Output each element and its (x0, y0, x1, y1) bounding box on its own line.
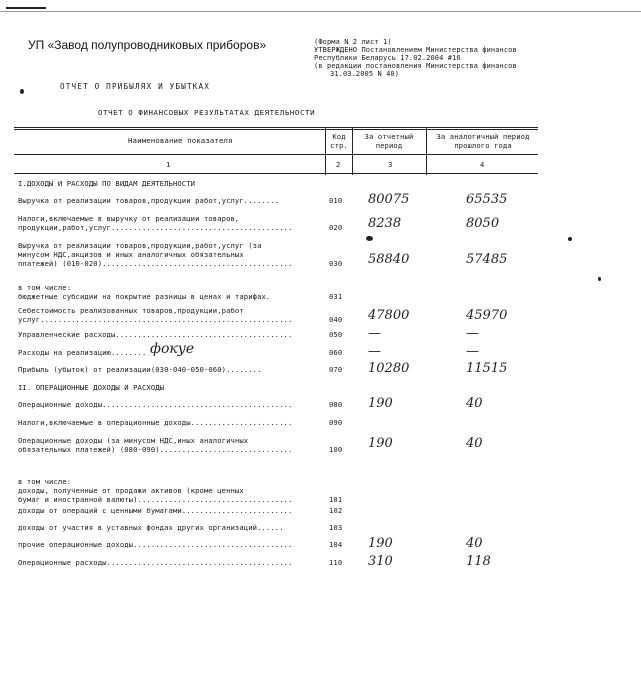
scan-edge (0, 11, 641, 12)
row-code-020: 020 (329, 223, 343, 232)
row-previous-070: 11515 (466, 361, 508, 376)
scan-blot (366, 236, 373, 241)
colnum-3: 3 (388, 160, 393, 169)
approval-line-4: 31.03.2005 N 40) (330, 70, 400, 78)
table-top-border (14, 127, 538, 128)
row-code-080: 080 (329, 400, 343, 409)
row-code-050: 050 (329, 330, 343, 339)
row-code-100: 100 (329, 445, 343, 454)
row-previous-050: — (466, 326, 479, 341)
row-name-103: доходы от участия в уставных фондах других организаций...... (18, 523, 284, 532)
row-code-031: 031 (329, 292, 343, 301)
row-previous-080: 40 (466, 396, 483, 411)
col-sep-2 (352, 127, 353, 175)
row-name-100: Операционные доходы (за минусом НДС,иных аналогичных обязательных платежей) (080-090).............................. (18, 436, 293, 454)
row-current-104: 190 (368, 536, 393, 551)
row-code-101: 101 (329, 495, 343, 504)
row-previous-100: 40 (466, 436, 483, 451)
row-current-030: 58840 (368, 252, 410, 267)
row-current-020: 8238 (368, 216, 402, 231)
row-name-080: Операционные доходы........................................... (18, 400, 293, 409)
colnum-divider (14, 173, 538, 174)
handwritten-note: фокуе (150, 341, 195, 357)
row-previous-030: 57485 (466, 252, 508, 267)
scan-blot (20, 89, 24, 94)
header-previous: За аналогичный период прошлого года (436, 132, 530, 150)
header-name: Наименование показателя (128, 136, 233, 145)
row-name-050: Управленческие расходы........................................ (18, 330, 293, 339)
header-current: За отчетный период (364, 132, 414, 150)
colnum-4: 4 (480, 160, 485, 169)
colnum-1: 1 (166, 160, 171, 169)
scan-blot (598, 277, 601, 281)
row-previous-110: 118 (466, 554, 491, 569)
approval-line-3: (в редакции постановления Министерства финансов (314, 62, 517, 70)
approval-line-1: УТВЕРЖДЕНО Постановлением Министерства финансов (314, 46, 517, 54)
row-previous-040: 45970 (466, 308, 508, 323)
row-code-070: 070 (329, 365, 343, 374)
row-previous-060: — (466, 344, 479, 359)
row-name-031: в том числе: бюджетные субсидии на покрытие разницы в ценах и тарифах. (18, 283, 271, 301)
table-top-border-2 (14, 129, 538, 130)
row-name-104: прочие операционные доходы.................................... (18, 540, 293, 549)
row-code-104: 104 (329, 540, 343, 549)
colnum-2: 2 (336, 160, 341, 169)
row-previous-020: 8050 (466, 216, 500, 231)
row-name-090: Налоги,включаемые в операционные доходы....................... (18, 418, 293, 427)
row-name-060: Расходы на реализацию........ (18, 348, 147, 357)
row-current-040: 47800 (368, 308, 410, 323)
row-name-010: Выручка от реализации товаров,продукции работ,услуг........ (18, 196, 280, 205)
col-sep-3 (426, 127, 427, 175)
row-name-102: доходы от операций с ценными бумагами......................... (18, 506, 293, 515)
scan-blot (568, 237, 572, 241)
company-name: УП «Завод полупроводниковых приборов» (28, 38, 267, 52)
header-code: Код стр. (330, 132, 348, 150)
col-sep-1 (325, 127, 326, 175)
report-subtitle: ОТЧЕТ О ФИНАНСОВЫХ РЕЗУЛЬТАТАХ ДЕЯТЕЛЬНОСТИ (98, 108, 316, 117)
row-previous-010: 65535 (466, 192, 508, 207)
row-code-010: 010 (329, 196, 343, 205)
row-name-070: Прибыль (убыток) от реализации(030-040-050-060)........ (18, 365, 262, 374)
row-current-050: — (368, 326, 381, 341)
row-current-010: 80075 (368, 192, 410, 207)
row-name-101: в том числе: доходы, полученные от продажи активов (кроме ценных бумаг и иностранной валюты)................................... (18, 477, 293, 504)
row-current-080: 190 (368, 396, 393, 411)
row-code-102: 102 (329, 506, 343, 515)
section-1-title: I.ДОХОДЫ И РАСХОДЫ ПО ВИДАМ ДЕЯТЕЛЬНОСТИ (18, 179, 196, 188)
section-2-title: II. ОПЕРАЦИОННЫЕ ДОХОДЫ И РАСХОДЫ (18, 383, 165, 392)
approval-line-2: Республики Беларусь 17.02.2004 #16 (314, 54, 461, 62)
row-code-110: 110 (329, 558, 343, 567)
row-code-040: 040 (329, 315, 343, 324)
row-current-060: — (368, 344, 381, 359)
row-code-103: 103 (329, 523, 343, 532)
row-current-100: 190 (368, 436, 393, 451)
report-title: ОТЧЕТ О ПРИБЫЛЯХ И УБЫТКАХ (60, 82, 211, 91)
row-name-110: Операционные расходы.......................................... (18, 558, 293, 567)
row-current-070: 10280 (368, 361, 410, 376)
scan-mark (6, 7, 46, 9)
row-previous-104: 40 (466, 536, 483, 551)
row-name-040: Себестоимость реализованных товаров,продукции,работ услуг......................................................... (18, 306, 293, 324)
row-current-110: 310 (368, 554, 393, 569)
row-code-030: 030 (329, 259, 343, 268)
row-name-030: Выручка от реализации товаров,продукции,работ,услуг (за минусом НДС,акцизов и иных аналогичных обязательных платежей) (010-020)........................................... (18, 241, 293, 268)
row-name-020: Налоги,включаемые в выручку от реализации товаров, продукции,работ,услуг......................................... (18, 214, 293, 232)
header-divider (14, 154, 538, 155)
row-code-060: 060 (329, 348, 343, 357)
form-number: (Форма N 2 лист 1) (314, 38, 392, 46)
row-code-090: 090 (329, 418, 343, 427)
